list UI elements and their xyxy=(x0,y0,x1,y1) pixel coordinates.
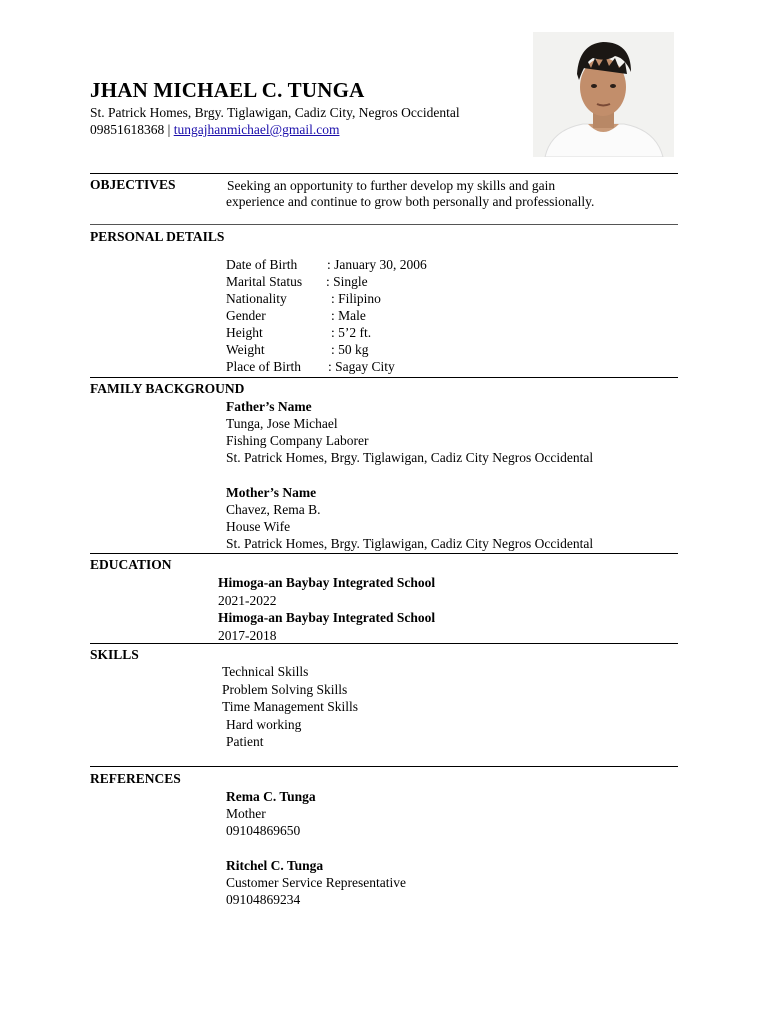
skill-item: Problem Solving Skills xyxy=(222,681,348,697)
detail-label: Height xyxy=(226,325,263,340)
reference-role: Customer Service Representative xyxy=(226,875,406,890)
skills-title: SKILLS xyxy=(90,647,139,662)
divider-education xyxy=(90,643,678,644)
applicant-name: JHAN MICHAEL C. TUNGA xyxy=(90,78,365,102)
mother-address: St. Patrick Homes, Brgy. Tiglawigan, Cadiz City Negros Occidental xyxy=(226,536,594,551)
objective-line-1: Seeking an opportunity to further develop my skills and gain xyxy=(227,178,556,193)
contact-separator: | xyxy=(164,122,174,137)
references-list xyxy=(226,788,406,908)
reference-phone: 09104869234 xyxy=(226,892,301,907)
family-background-title: FAMILY BACKGROUND xyxy=(90,381,245,396)
detail-label: Weight xyxy=(226,342,265,357)
detail-label: Marital Status xyxy=(226,274,303,289)
skill-item: Time Management Skills xyxy=(222,699,359,714)
detail-value: : Filipino xyxy=(331,291,381,306)
father-occupation: Fishing Company Laborer xyxy=(226,433,369,448)
detail-label: Gender xyxy=(226,308,266,323)
reference-phone: 09104869650 xyxy=(226,823,301,838)
email-link[interactable]: tungajhanmichael@gmail.com xyxy=(173,122,340,137)
skill-item: Patient xyxy=(226,734,264,749)
father-name: Tunga, Jose Michael xyxy=(226,416,338,431)
detail-row xyxy=(226,273,427,290)
profile-photo xyxy=(533,32,674,157)
detail-row xyxy=(226,358,427,375)
divider-family xyxy=(90,553,678,554)
education-title: EDUCATION xyxy=(90,557,172,572)
spacer xyxy=(226,839,406,857)
reference-name: Rema C. Tunga xyxy=(226,789,316,804)
detail-label: Place of Birth xyxy=(226,359,301,374)
objective-line-2: experience and continue to grow both personally and professionally. xyxy=(226,194,595,209)
detail-row xyxy=(226,324,427,341)
school-year: 2017-2018 xyxy=(218,628,277,643)
detail-value: : 50 kg xyxy=(331,342,369,357)
contact-line xyxy=(90,121,339,138)
applicant-address: St. Patrick Homes, Brgy. Tiglawigan, Cadiz City, Negros Occidental xyxy=(90,105,460,120)
detail-row xyxy=(226,341,427,358)
father-address: St. Patrick Homes, Brgy. Tiglawigan, Cadiz City Negros Occidental xyxy=(226,450,594,465)
education-list xyxy=(218,574,435,644)
detail-value: : Male xyxy=(331,308,366,323)
phone-number: 09851618368 xyxy=(90,122,165,137)
skill-item: Hard working xyxy=(226,716,302,732)
detail-value: : 5’2 ft. xyxy=(331,325,372,340)
detail-value: : Single xyxy=(326,274,368,289)
divider-skills xyxy=(90,766,678,767)
school-name: Himoga-an Baybay Integrated School xyxy=(218,575,436,590)
divider-personal xyxy=(90,377,678,378)
detail-row xyxy=(226,256,427,273)
divider-top xyxy=(90,173,678,174)
mother-heading: Mother’s Name xyxy=(226,485,317,500)
reference-name: Ritchel C. Tunga xyxy=(226,858,324,873)
detail-label: Date of Birth xyxy=(226,257,298,272)
father-heading: Father’s Name xyxy=(226,399,312,414)
detail-label: Nationality xyxy=(226,291,287,306)
mother-occupation: House Wife xyxy=(226,519,291,534)
mother-name: Chavez, Rema B. xyxy=(226,502,321,517)
detail-value: : Sagay City xyxy=(328,359,395,374)
reference-role: Mother xyxy=(226,806,266,821)
skills-list xyxy=(222,663,358,751)
detail-row xyxy=(226,290,427,307)
school-year: 2021-2022 xyxy=(218,593,277,608)
detail-value: : January 30, 2006 xyxy=(327,257,427,272)
family-list xyxy=(226,398,593,552)
objectives-title: OBJECTIVES xyxy=(90,177,176,192)
detail-row xyxy=(226,307,427,324)
personal-details-title: PERSONAL DETAILS xyxy=(90,229,225,244)
skill-item: Technical Skills xyxy=(222,664,309,679)
references-title: REFERENCES xyxy=(90,771,181,786)
personal-details-list xyxy=(226,256,427,375)
divider-objectives xyxy=(90,224,678,225)
spacer xyxy=(226,466,593,484)
school-name: Himoga-an Baybay Integrated School xyxy=(218,610,436,625)
